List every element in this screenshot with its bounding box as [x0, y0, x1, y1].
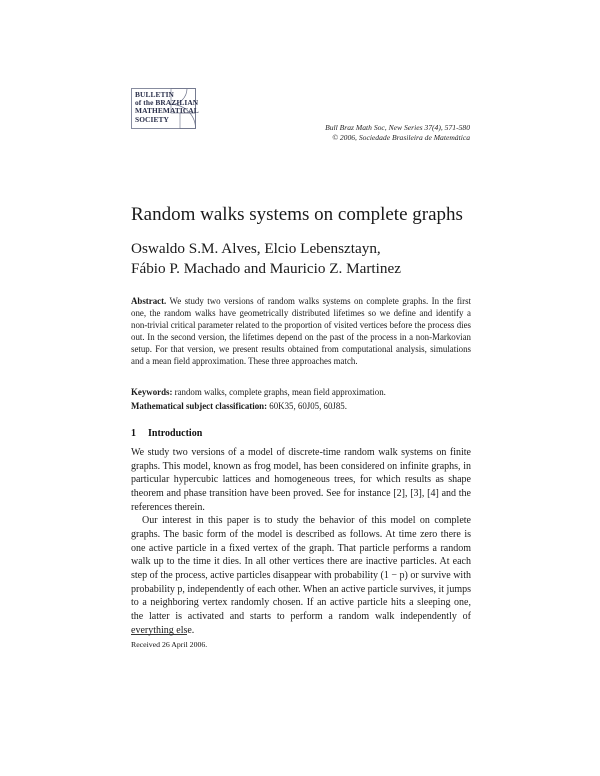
logo-text [135, 91, 199, 124]
footnote-rule [131, 634, 187, 635]
section-title: Introduction [148, 428, 203, 439]
body-text [131, 446, 471, 637]
paragraph-1: We study two versions of a model of discrete-time random walk systems on finite graphs. This model, known as frog model, has been considered on infinite graphs, in particular hypercubic lattices and homogeneous trees, for which results as shape theorem and phase transition have been proved. See for instance [2], [3], [4] and the references therein. [131, 447, 471, 513]
authors-line-1: Oswaldo S.M. Alves, Elcio Lebensztayn, [131, 240, 381, 257]
keywords [131, 386, 471, 398]
footnote: Received 26 April 2006. [131, 640, 208, 649]
logo-line-1: BULLETIN [135, 90, 174, 99]
paper-title: Random walks systems on complete graphs [131, 204, 463, 225]
section-number: 1 [131, 428, 136, 439]
journal-copyright: © 2006, Sociedade Brasileira de Matemática [332, 133, 470, 142]
abstract-label: Abstract. [131, 296, 167, 306]
authors-line-2: Fábio P. Machado and Mauricio Z. Martinez [131, 260, 401, 277]
msc-label: Mathematical subject classification: [131, 401, 268, 411]
abstract-text: We study two versions of random walks systems on complete graphs. In the first one, the random walks have geometrically distributed lifetimes so we define and identify a non-trivial critical parameter related to the proportion of visited vertices before the process dies out. In the second version, the lifetimes depend on the past of the process in a non-Markovian setup. For that version, we present results obtained from computational analysis, simulations and a mean field approximation. These three approaches match. [131, 296, 472, 367]
authors [131, 239, 401, 279]
logo-line-3: MATHEMATICAL [135, 106, 199, 116]
paragraph-2: Our interest in this paper is to study the behavior of this model on complete graphs. The basic form of the model is described as follows. At time zero there is one active particle in a fixed vertex of the graph. That particle performs a random walk up to the time it dies. In all other vertices there are inactive particles. At each step of the process, active particles disappear with probability (1 − p) or survive with probability p, independently of each other. When an active particle survives, it jumps to a neighboring vertex randomly chosen. If an active particle hits a sleeping one, the latter is activated and starts to perform a random walk independently of everything else. [131, 515, 471, 636]
society-logo [131, 88, 204, 130]
abstract [131, 295, 471, 368]
keywords-text: random walks, complete graphs, mean field approximation. [174, 387, 386, 397]
journal-citation: Bull Braz Math Soc, New Series 37(4), 571-580 [325, 123, 470, 132]
section-heading [131, 428, 202, 439]
logo-line-4: SOCIETY [135, 114, 169, 124]
msc-text: 60K35, 60J05, 60J85. [269, 401, 347, 411]
logo-line-2: of the BRAZILIAN [135, 98, 199, 108]
keywords-label: Keywords: [131, 387, 173, 397]
subject-classification [131, 400, 471, 412]
journal-info [325, 123, 470, 143]
